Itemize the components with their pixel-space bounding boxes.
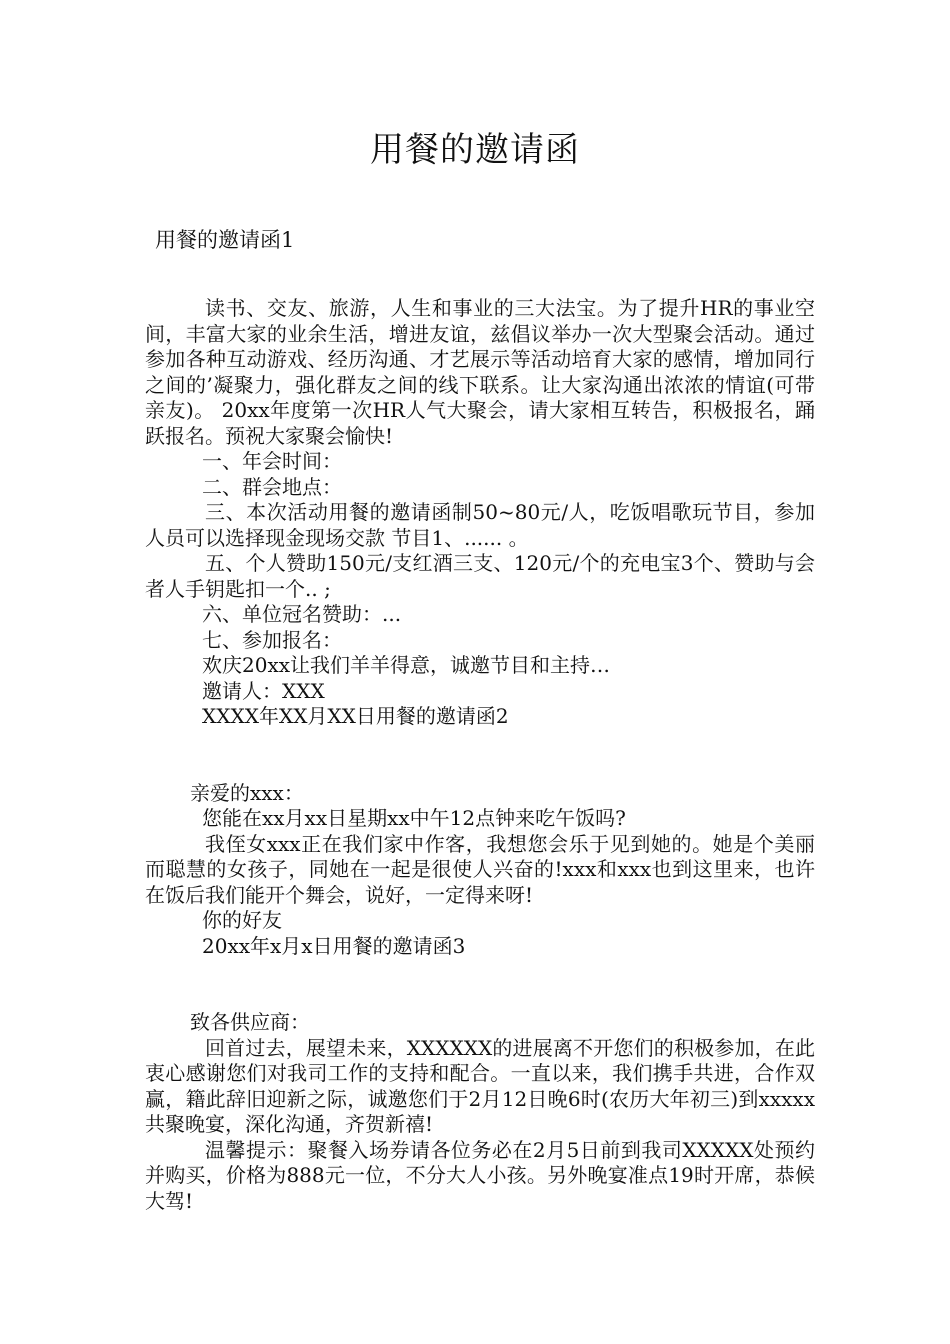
section1-date: XXXX年XX月XX日用餐的邀请函2 (202, 704, 509, 728)
section-gap (145, 959, 815, 1010)
section1-inviter: 邀请人：XXX (202, 678, 325, 703)
section1-item5: 五、个人赞助150元/支红酒三支、120元/个的充电宝3个、赞助与会者人手钥匙扣一个.. ; (145, 551, 815, 601)
section-gap (145, 730, 815, 781)
document-body (145, 296, 815, 1214)
document-title: 用餐的邀请函 (370, 130, 580, 170)
section2-sign: 你的好友 (202, 908, 282, 932)
section1-item1: 一、年会时间： (202, 449, 342, 473)
section1-closing: 欢庆20xx让我们羊羊得意，诚邀节目和主持… (202, 653, 611, 677)
section3-salutation: 致各供应商： (190, 1010, 310, 1034)
section2-salutation: 亲爱的xxx： (190, 780, 304, 805)
section1-item6: 六、单位冠名赞助：... (202, 602, 402, 626)
section3-p1: 回首过去，展望未来，XXXXXX的进展离不开您们的积极参加，在此衷心感谢您们对我司工作的支持和配合。一直以来，我们携手共进，合作双赢，籍此辞旧迎新之际，诚邀您们于2月12日晚6时(农历大年初三)到xxxxx共聚晚宴，深化沟通，齐贺新禧! (145, 1035, 815, 1136)
section2-p2: 我侄女xxx正在我们家中作客，我想您会乐于见到她的。她是个美丽而聪慧的女孩子，同她在一起是很使人兴奋的!xxx和xxx也到这里来，也许在饭后我们能开个舞会，说好，一定得来呀! (145, 831, 815, 907)
section2-p1: 您能在xx月xx日星期xx中午12点钟来吃午饭吗? (202, 806, 626, 830)
section1-item3: 三、本次活动用餐的邀请函制50~80元/人，吃饭唱歌玩节目，参加人员可以选择现金现场交款 节目1、...... 。 (145, 500, 815, 550)
section2-date: 20xx年x月x日用餐的邀请函3 (202, 933, 466, 958)
section1-intro: 读书、交友、旅游，人生和事业的三大法宝。为了提升HR的事业空间，丰富大家的业余生活，增进友谊，兹倡议举办一次大型聚会活动。通过参加各种互动游戏、经历沟通、才艺展示等活动培育大家的感情，增加同行之间的’凝聚力，强化群友之间的线下联系。让大家沟通出浓浓的情谊(可带亲友)。 20xx年度第一次HR人气大聚会，请大家相互转告，积极报名，踊跃报名。预祝大家聚会愉快! (145, 296, 815, 448)
section3-p2: 温馨提示：聚餐入场券请各位务必在2月5日前到我司XXXXX处预约并购买，价格为888元一位，不分大人小孩。另外晚宴准点19时开席，恭候大驾! (145, 1137, 815, 1213)
section1-item7: 七、参加报名： (202, 627, 342, 652)
section1-item2: 二、群会地点： (202, 474, 342, 499)
section1-heading: 用餐的邀请函1 (155, 228, 295, 252)
